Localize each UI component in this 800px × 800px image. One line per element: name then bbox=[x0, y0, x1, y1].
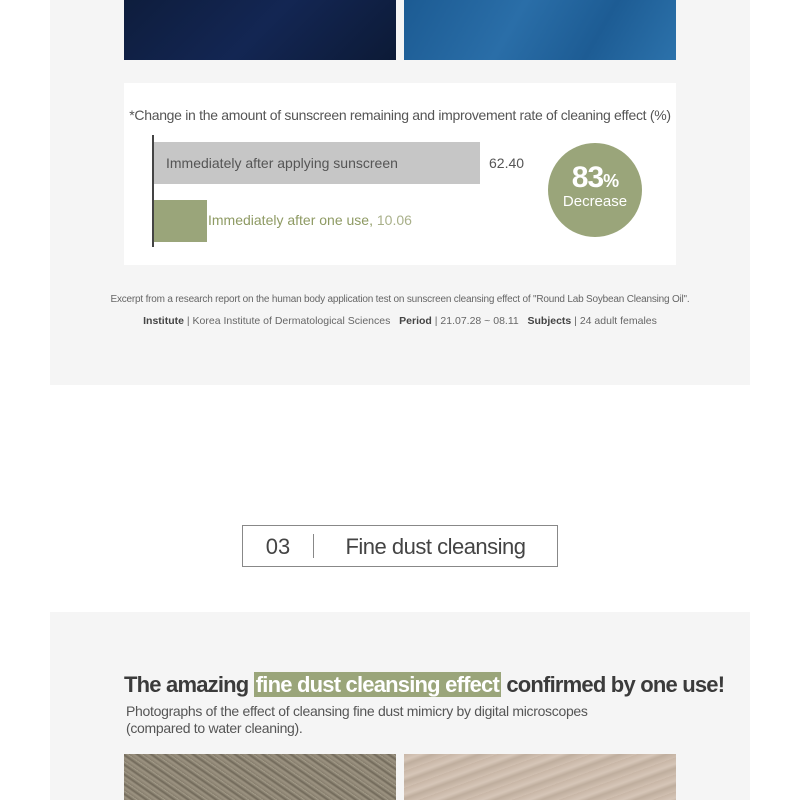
bar-after-value: 10.06 bbox=[376, 212, 412, 228]
bar-before-value: 62.40 bbox=[489, 155, 525, 171]
chart-card bbox=[124, 83, 676, 265]
badge-text: Decrease bbox=[562, 193, 628, 210]
section-header bbox=[242, 525, 558, 567]
separator: | bbox=[431, 315, 441, 327]
badge-percent bbox=[548, 161, 642, 195]
bar-before-label: Immediately after applying sunscreen bbox=[166, 155, 398, 171]
badge-percent-sign: % bbox=[603, 171, 619, 191]
institute-value: Korea Institute of Dermatological Sciences bbox=[192, 315, 391, 327]
period-label: Period bbox=[399, 315, 432, 327]
subjects-value: 24 adult females bbox=[579, 315, 657, 327]
section-title: Fine dust cleansing bbox=[345, 534, 526, 559]
source-note: Excerpt from a research report on the human body application test on sunscreen cleansing effect of "Round Lab Soybean Cleansing Oil". bbox=[110, 294, 690, 305]
chart-title: *Change in the amount of sunscreen remaining and improvement rate of cleaning effect (%) bbox=[129, 107, 671, 123]
headline bbox=[124, 672, 724, 698]
microscope-photo-water bbox=[124, 754, 396, 800]
source-meta bbox=[0, 315, 800, 327]
badge-percent-number: 83 bbox=[571, 161, 604, 194]
headline-highlight: fine dust cleansing effect bbox=[255, 672, 500, 697]
institute-label: Institute bbox=[143, 315, 184, 327]
separator: | bbox=[183, 315, 193, 327]
subjects-label: Subjects bbox=[527, 315, 572, 327]
photo-before-cleansing bbox=[124, 0, 396, 60]
decrease-badge bbox=[548, 143, 642, 237]
section-number: 03 bbox=[265, 534, 291, 559]
microscope-photo-oil bbox=[404, 754, 676, 800]
period-value: 21.07.28 ~ 08.11 bbox=[440, 315, 519, 327]
bar-after-label bbox=[208, 212, 412, 228]
headline-prefix: The amazing bbox=[124, 672, 254, 697]
bar-after-label-text: Immediately after one use, bbox=[208, 212, 377, 228]
bar-after bbox=[154, 200, 207, 242]
description-line-2: (compared to water cleaning). bbox=[126, 720, 303, 736]
separator: | bbox=[571, 315, 580, 327]
photo-after-cleansing bbox=[404, 0, 676, 60]
description-line-1: Photographs of the effect of cleansing fine dust mimicry by digital microscopes bbox=[126, 703, 588, 719]
description bbox=[126, 703, 588, 737]
headline-suffix: confirmed by one use! bbox=[501, 672, 725, 697]
